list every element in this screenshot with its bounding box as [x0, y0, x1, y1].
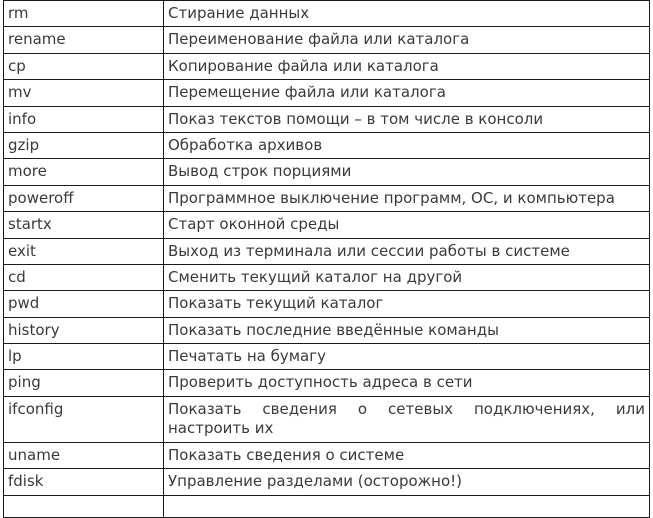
- table-row: [4, 80, 650, 106]
- description-text: Показать последние введённые команды: [168, 320, 499, 339]
- description-cell: [164, 344, 650, 370]
- description-text: Показать сведения о сетевых подключениях, или настроить их: [168, 399, 645, 437]
- table-row: [4, 344, 650, 370]
- command-cell: [4, 106, 164, 132]
- command-cell: [4, 370, 164, 396]
- command-text: poweroff: [8, 188, 74, 207]
- description-text: Переименование файла или каталога: [168, 30, 470, 49]
- command-text: gzip: [8, 135, 40, 154]
- description-cell: [164, 370, 650, 396]
- description-text: Стирание данных: [168, 4, 310, 22]
- table-row: [4, 159, 650, 185]
- description-cell: [164, 212, 650, 238]
- description-text: [168, 496, 649, 499]
- description-text: Копирование файла или каталога: [168, 56, 439, 75]
- command-cell: [4, 264, 164, 290]
- command-text: rm: [8, 4, 29, 22]
- command-text: lp: [8, 347, 22, 366]
- table-row: [4, 212, 650, 238]
- description-text: Управление разделами (осторожно!): [168, 472, 463, 491]
- command-text: fdisk: [8, 472, 44, 491]
- command-cell: [4, 344, 164, 370]
- table-row: [4, 469, 650, 495]
- description-cell: [164, 317, 650, 343]
- description-text: Программное выключение программ, ОС, и компьютера: [168, 188, 615, 207]
- command-text: ping: [8, 373, 41, 392]
- command-text: pwd: [8, 294, 40, 313]
- command-cell: [4, 27, 164, 53]
- description-cell: [164, 442, 650, 468]
- command-cell: [4, 132, 164, 158]
- command-cell: [4, 212, 164, 238]
- command-cell: [4, 442, 164, 468]
- description-cell: [164, 396, 650, 442]
- description-cell: [164, 469, 650, 495]
- table-row-partial-bottom: [4, 495, 650, 517]
- description-text: Вывод строк порциями: [168, 162, 352, 181]
- description-text: Проверить доступность адреса в сети: [168, 373, 473, 392]
- table-row: [4, 291, 650, 317]
- command-cell: [4, 396, 164, 442]
- command-text: more: [8, 162, 47, 181]
- description-text: Показать текущий каталог: [168, 294, 384, 313]
- description-cell: [164, 291, 650, 317]
- command-text: rename: [8, 30, 66, 49]
- description-cell: [164, 159, 650, 185]
- description-cell: [164, 27, 650, 53]
- command-cell: [4, 238, 164, 264]
- table-row: [4, 1, 650, 27]
- command-text: cp: [8, 56, 26, 75]
- description-cell: [164, 106, 650, 132]
- commands-table: [3, 0, 650, 518]
- table-row: [4, 317, 650, 343]
- description-text: Показ текстов помощи – в том числе в консоли: [168, 109, 544, 128]
- description-cell: [164, 53, 650, 79]
- command-text: mv: [8, 83, 32, 102]
- description-text: Выход из терминала или сессии работы в системе: [168, 241, 570, 260]
- command-text: ifconfig: [8, 399, 64, 418]
- description-cell: [164, 185, 650, 211]
- description-cell: [164, 264, 650, 290]
- command-text: uname: [8, 445, 61, 464]
- description-cell: [164, 80, 650, 106]
- command-cell: [4, 159, 164, 185]
- description-cell: [164, 238, 650, 264]
- command-cell: [4, 80, 164, 106]
- command-cell: [4, 495, 164, 517]
- table-row: [4, 370, 650, 396]
- table-row: [4, 53, 650, 79]
- description-text: Показать сведения о системе: [168, 445, 405, 464]
- description-text: Печатать на бумагу: [168, 347, 326, 366]
- command-cell: [4, 185, 164, 211]
- command-cell: [4, 469, 164, 495]
- description-text: Старт оконной среды: [168, 215, 340, 234]
- description-text: Сменить текущий каталог на другой: [168, 267, 463, 286]
- command-cell: [4, 317, 164, 343]
- table-row: [4, 264, 650, 290]
- description-text: Обработка архивов: [168, 135, 323, 154]
- command-cell: [4, 291, 164, 317]
- description-cell: [164, 495, 650, 517]
- command-text: info: [8, 109, 37, 128]
- command-text: [8, 496, 163, 499]
- description-cell: [164, 132, 650, 158]
- description-cell: [164, 1, 650, 27]
- table-row: [4, 106, 650, 132]
- command-text: exit: [8, 241, 36, 260]
- table-row: [4, 442, 650, 468]
- command-cell: [4, 1, 164, 27]
- table-row: [4, 132, 650, 158]
- table-row: [4, 396, 650, 442]
- description-text: Перемещение файла или каталога: [168, 83, 446, 102]
- command-text: history: [8, 320, 60, 339]
- command-text: cd: [8, 267, 26, 286]
- command-cell: [4, 53, 164, 79]
- command-text: startx: [8, 215, 52, 234]
- table-row: [4, 185, 650, 211]
- table-row: [4, 27, 650, 53]
- table-row: [4, 238, 650, 264]
